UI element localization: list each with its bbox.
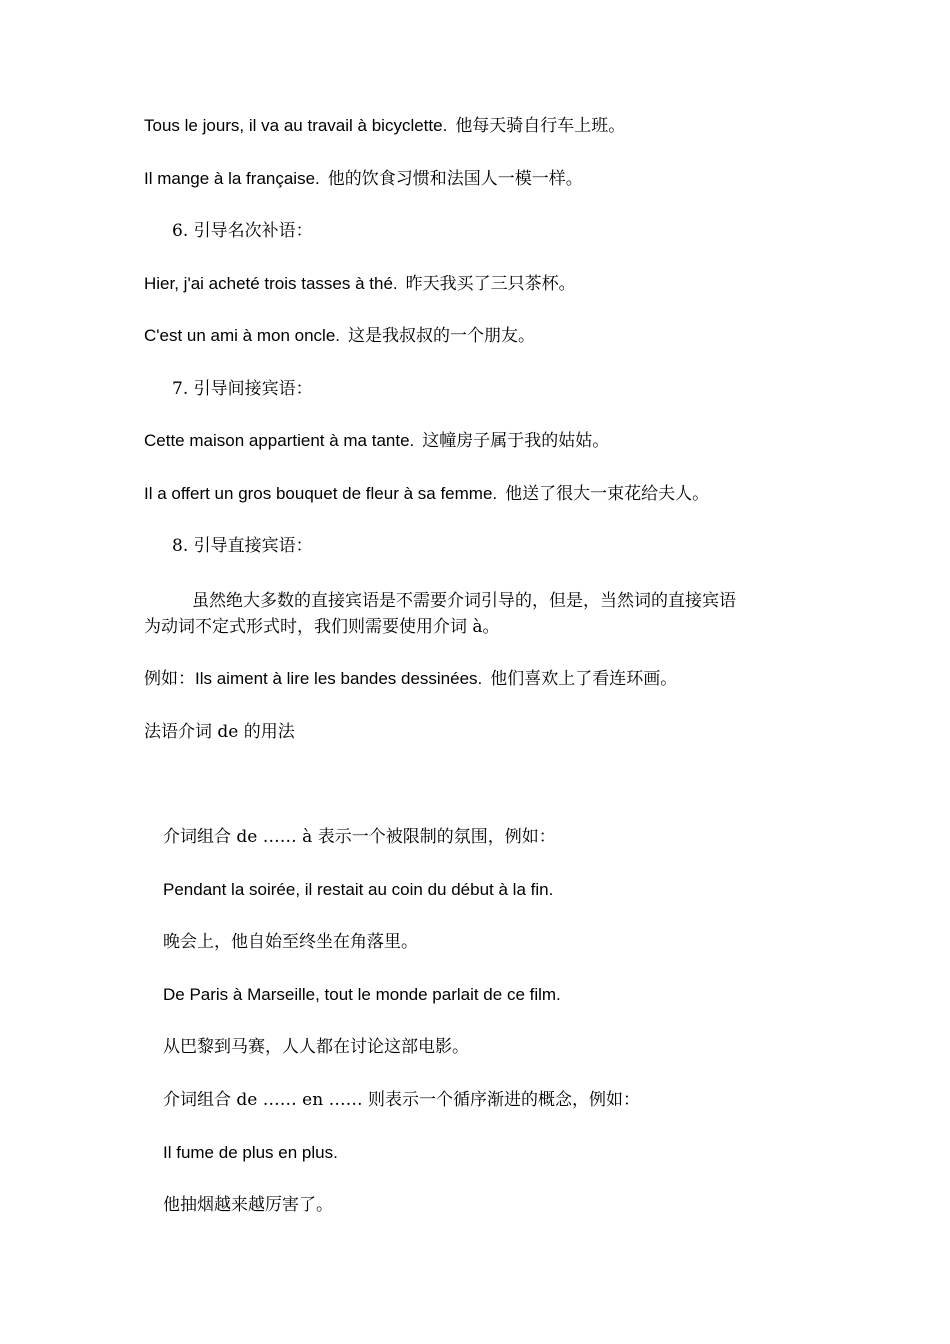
paragraph-text: 虽然绝大多数的直接宾语是不需要介词引导的，但是，当然词的直接宾语 — [192, 591, 736, 611]
french-sentence: Ils aiment à lire les bandes dessinées. — [195, 669, 483, 688]
section2-line-1 — [163, 824, 556, 850]
section2-line-2 — [163, 877, 553, 903]
section2-line-8 — [163, 1192, 333, 1218]
example-line-tasses — [144, 271, 576, 297]
heading-text: 7. 引导间接宾语： — [172, 379, 313, 399]
french-sentence: Hier, j'ai acheté trois tasses à thé. — [144, 274, 398, 293]
chinese-translation: 晚会上，他自始至终坐在角落里。 — [163, 932, 418, 952]
chinese-translation: 这是我叔叔的一个朋友。 — [348, 326, 536, 346]
paragraph-line-1 — [192, 588, 736, 614]
example-line-bouquet — [144, 481, 709, 507]
example-line-oncle — [144, 323, 535, 349]
rule-text: 介词组合 de …… en …… 则表示一个循序渐进的概念，例如： — [163, 1090, 640, 1110]
chinese-translation: 他送了很大一束花给夫人。 — [505, 484, 710, 504]
example-line-bicyclette — [144, 113, 625, 139]
french-sentence: Tous le jours, il va au travail à bicyclette. — [144, 116, 448, 135]
french-sentence: Il a offert un gros bouquet de fleur à sa femme. — [144, 484, 498, 503]
section2-line-3 — [163, 929, 418, 955]
chinese-translation: 他们喜欢上了看连环画。 — [490, 669, 678, 689]
chinese-translation: 他的饮食习惯和法国人一模一样。 — [327, 169, 583, 189]
section-title-text: 法语介词 de 的用法 — [144, 722, 295, 742]
heading-text: 6. 引导名次补语： — [172, 221, 313, 241]
chinese-translation: 昨天我买了三只茶杯。 — [405, 274, 576, 294]
example-line-francaise — [144, 166, 583, 192]
paragraph-line-2 — [144, 614, 500, 640]
section2-line-5 — [163, 1034, 469, 1060]
heading-8 — [172, 533, 313, 559]
example-line-bandes — [144, 666, 677, 692]
example-prefix: 例如： — [144, 669, 195, 689]
heading-6 — [172, 218, 313, 244]
section2-line-6 — [163, 1087, 640, 1113]
chinese-translation: 他抽烟越来越厉害了。 — [163, 1195, 333, 1215]
french-sentence: Il mange à la française. — [144, 169, 320, 188]
chinese-translation: 这幢房子属于我的姑姑。 — [422, 431, 610, 451]
heading-7 — [172, 376, 313, 402]
paragraph-text: 为动词不定式形式时，我们则需要使用介词 à。 — [144, 617, 500, 637]
chinese-translation: 他每天骑自行车上班。 — [455, 116, 626, 136]
section-title — [144, 719, 295, 745]
french-sentence: C'est un ami à mon oncle. — [144, 326, 341, 345]
chinese-translation: 从巴黎到马赛，人人都在讨论这部电影。 — [163, 1037, 469, 1057]
french-sentence: Pendant la soirée, il restait au coin du début à la fin. — [163, 880, 554, 899]
example-line-maison — [144, 428, 609, 454]
french-sentence: De Paris à Marseille, tout le monde parlait de ce film. — [163, 985, 561, 1004]
section2-line-7 — [163, 1140, 338, 1166]
rule-text: 介词组合 de …… à 表示一个被限制的氛围，例如： — [163, 827, 556, 847]
section2-line-4 — [163, 982, 561, 1008]
french-sentence: Il fume de plus en plus. — [163, 1143, 338, 1162]
heading-text: 8. 引导直接宾语： — [172, 536, 313, 556]
french-sentence: Cette maison appartient à ma tante. — [144, 431, 415, 450]
